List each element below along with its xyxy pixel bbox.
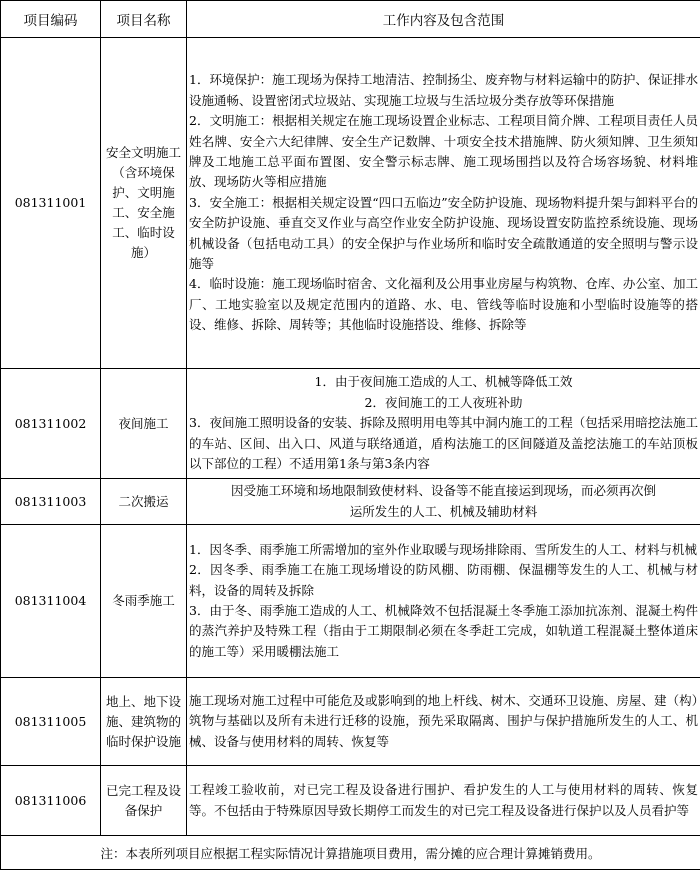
table-note: 注：本表所列项目应根据工程实际情况计算措施项目费用，需分摊的应合理计算摊销费用。 [1,836,700,870]
item-code: 081311002 [1,369,101,479]
content-paragraph: 1．环境保护：施工现场为保持工地清洁、控制扬尘、废弃物与材料运输中的防护、保证排水设施通畅、设置密闭式垃圾站、实现施工垃圾与生活垃圾分类存放等环保措施 [189,72,698,108]
item-code: 081311003 [1,479,101,525]
content-paragraph: 工程竣工验收前，对已完工程及设备进行围护、看护发生的人工与使用材料的周转、恢复等。不包括由于特殊原因导致长期停工而发生的对已完工程及设备进行保护以及人员看护等 [189,782,698,818]
table-row [1,479,700,525]
item-content [187,38,700,369]
item-code: 081311006 [1,766,101,836]
table-row [1,766,700,836]
item-name: 已完工程及设备保护 [101,766,187,836]
content-paragraph: 1．因冬季、雨季施工所需增加的室外作业取暖与现场排除雨、雪所发生的人工、材料与机械 [189,541,697,557]
header-code: 项目编码 [1,1,101,38]
item-code: 081311004 [1,525,101,678]
content-paragraph: 2．因冬季、雨季施工在施工现场增设的防风棚、防雨棚、保温棚等发生的人工、机械与材料，设备的周转及拆除 [189,562,698,598]
content-paragraph: 3．夜间施工照明设备的安装、拆除及照明用电等其中洞内施工的工程（包括采用暗挖法施工的车站、区间、出入口、风道与联络通道，盾构法施工的区间隧道及盖挖法施工的车站顶板以下部位的工程）不适用第1条与第3条内容 [189,415,698,472]
item-name: 夜间施工 [101,369,187,479]
item-content [187,678,700,766]
item-content [187,479,700,525]
table-row [1,678,700,766]
item-name: 二次搬运 [101,479,187,525]
header-row [1,1,700,38]
item-name: 地上、地下设施、建筑物的临时保护设施 [101,678,187,766]
note-row [1,836,700,870]
content-paragraph: 因受施工环境和场地限制致使材料、设备等不能直接运到现场，而必须再次倒运所发生的人工、机械及辅助材料 [231,483,657,519]
table-row [1,38,700,369]
content-paragraph: 3．由于冬、雨季施工造成的人工、机械降效不包括混凝土冬季施工添加抗冻剂、混凝土构件的蒸汽养护及特殊工程（指由于工期限制必须在冬季赶工完成，如轨道工程混凝土整体道床的施工等）采用暖棚法施工 [189,603,698,659]
item-content [187,525,700,678]
content-paragraph: 2．夜间施工的工人夜班补助 [364,394,523,410]
content-paragraph: 施工现场对施工过程中可能危及或影响到的地上杆线、树木、交通环卫设施、房屋、建（构）筑物与基础以及所有未进行迁移的设施，预先采取隔离、围护与保护措施所发生的人工、机械、设备与使用材料的周转、恢复等 [189,692,698,749]
header-content: 工作内容及包含范围 [187,1,700,38]
content-paragraph: 1．由于夜间施工造成的人工、机械等降低工效 [314,374,573,390]
item-name [101,38,187,369]
content-paragraph: 2．文明施工：根据相关规定在施工现场设置企业标志、工程项目简介牌、工程项目责任人员姓名牌、安全六大纪律牌、安全生产记数牌、十项安全技术措施牌、防火须知牌、卫生须知牌及工地施工总平面布置图、安全警示标志牌、施工现场围挡以及符合场容场貌、材料堆放、现场防火等相应措施 [189,113,698,190]
item-name: 冬雨季施工 [101,525,187,678]
item-code: 081311001 [1,38,101,369]
item-name-text: 安全文明施工（含环境保护、文明施工、安全施工、临时设施） [105,145,181,260]
content-paragraph: 4．临时设施：施工现场临时宿舍、文化福利及公用事业房屋与构筑物、仓库、办公室、加工厂、工地实验室以及规定范围内的道路、水、电、管线等临时设施和小型临时设施等的搭设、维修、拆除、周转等；其他临时设施搭设、维修、拆除等 [189,276,698,333]
item-code: 081311005 [1,678,101,766]
item-content [187,369,700,479]
table-row [1,525,700,678]
content-paragraph: 3．安全施工：根据相关规定设置“四口五临边”安全防护设施、现场物料提升架与卸料平台的安全防护设施、垂直交叉作业与高空作业安全防护设施、现场设置安防监控系统设施、现场机械设备（包括电动工具）的安全保护与作业场所和临时安全疏散通道的安全照明与警示设施等 [189,194,698,272]
header-name: 项目名称 [101,1,187,38]
table-row [1,369,700,479]
item-content [187,766,700,836]
